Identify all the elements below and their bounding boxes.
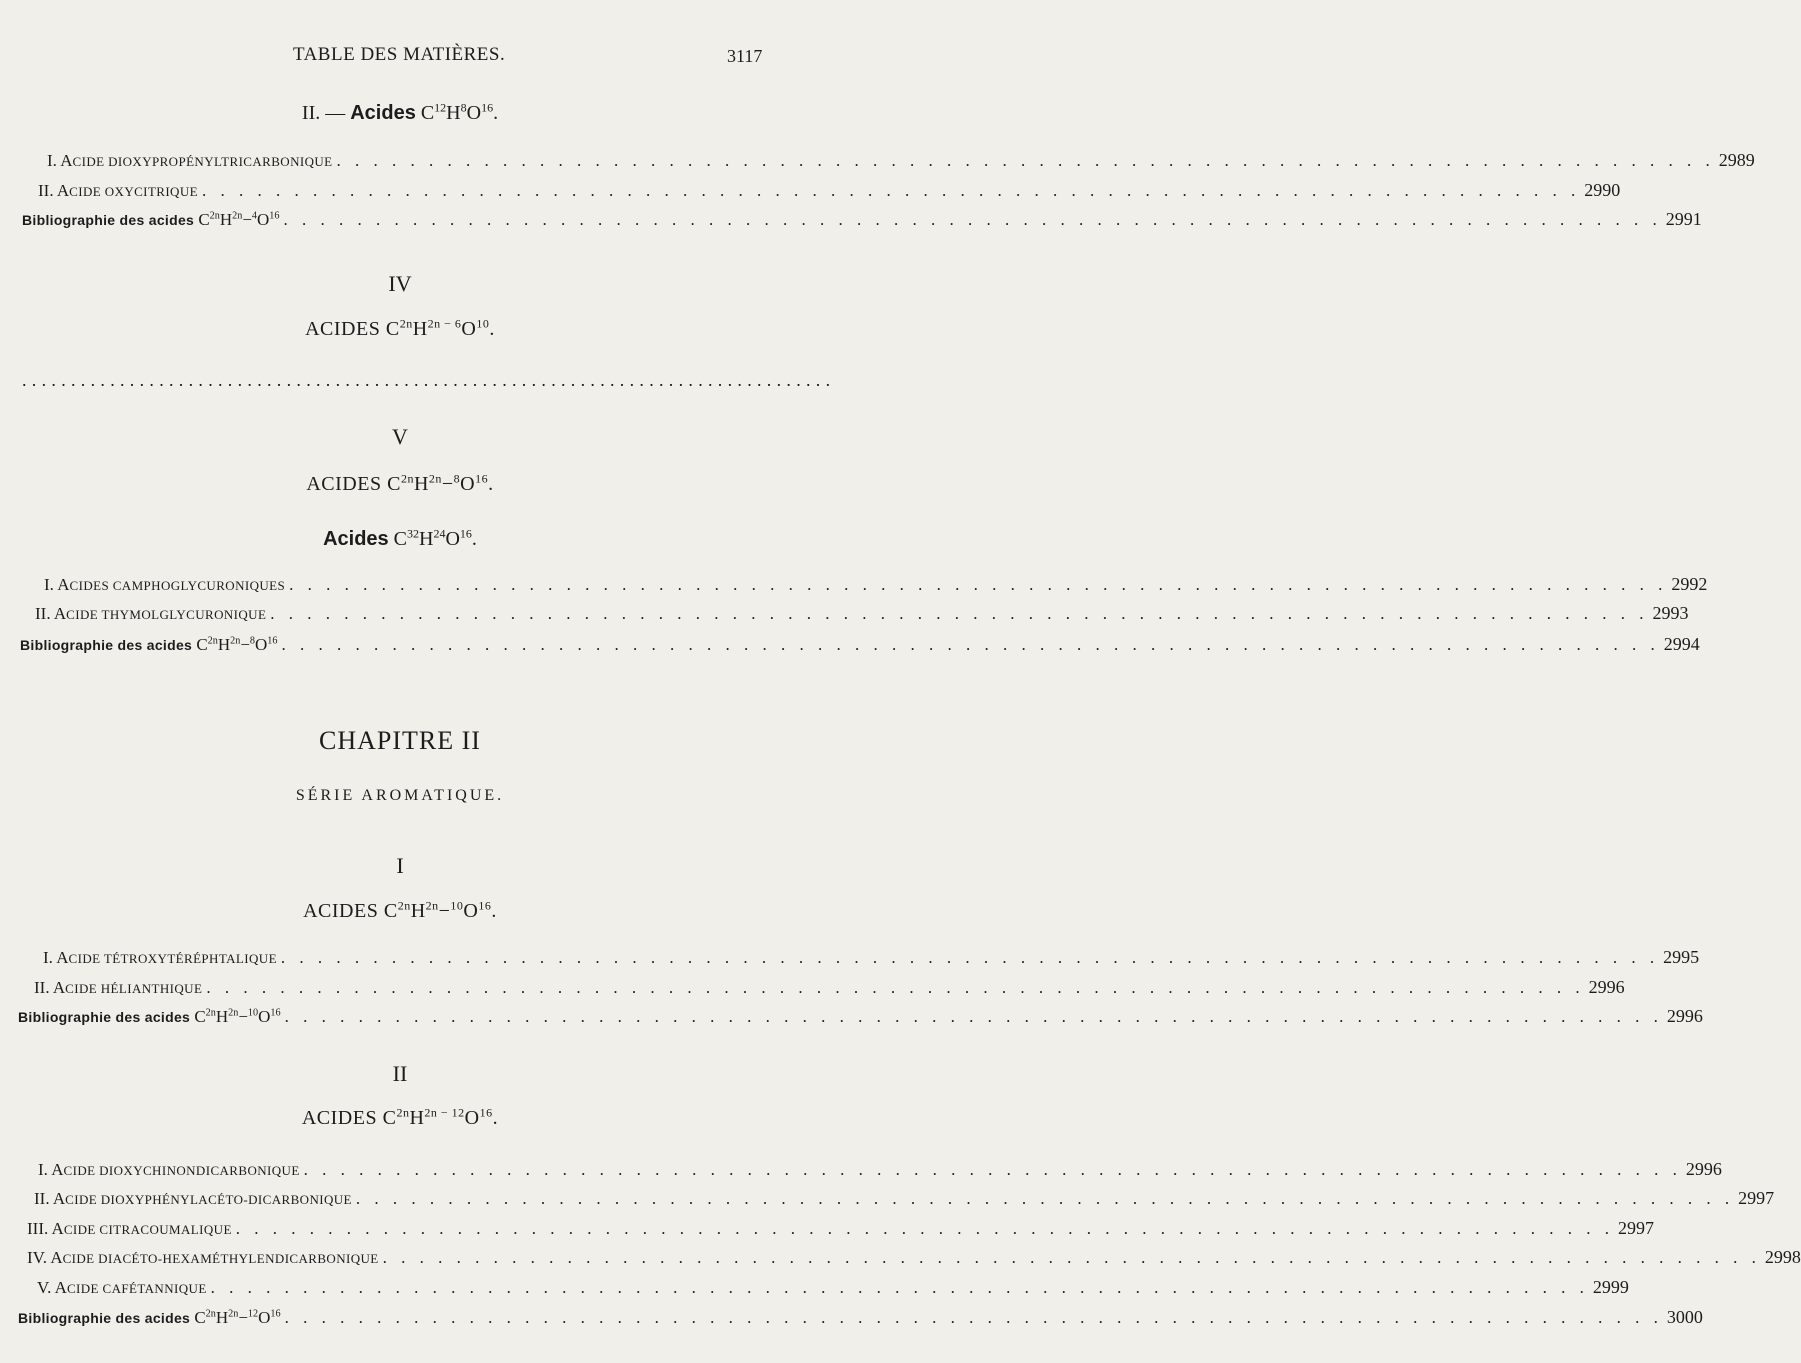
toc-page-ref: 2989 <box>1718 150 1755 170</box>
section-number: V <box>392 424 408 449</box>
leader-dots: . . . . . . . . . . . . . . . . . . . . . . . . . . . . . . . . . . . . . . . . . . . . . . . . . . . . . . . . . . . . . . . . . . . . . . . . . . . <box>303 1160 1682 1179</box>
leader-dots: . . . . . . . . . . . . . . . . . . . . . . . . . . . . . . . . . . . . . . . . . . . . . . . . . . . . . . . . . . . . . . . . . . . . . . . . . . . <box>284 1308 1663 1327</box>
leader-dots: . . . . . . . . . . . . . . . . . . . . . . . . . . . . . . . . . . . . . . . . . . . . . . . . . . . . . . . . . . . . . . . . . . . . . . . . . . . <box>382 1248 1761 1267</box>
chapter-subtitle: SÉRIE AROMATIQUE. <box>295 787 505 804</box>
leader-dots: . . . . . . . . . . . . . . . . . . . . . . . . . . . . . . . . . . . . . . . . . . . . . . . . . . . . . . . . . . . . . . . . . . . . . . . . . . . <box>201 181 1581 200</box>
toc-entry: II. ACIDE THYMOLGLYCURONIQUE . . . . . . . . . . . . . . . . . . . . . . . . . . . . . . . . . . . . . . . . . . . . . . . . . . . . . . . . . . . . . . . . . . . . . . . . . . . 2993 <box>35 603 1689 623</box>
toc-entry: III. ACIDE CITRACOUMALIQUE . . . . . . . . . . . . . . . . . . . . . . . . . . . . . . . . . . . . . . . . . . . . . . . . . . . . . . . . . . . . . . . . . . . . . . . . . . . 2997 <box>27 1218 1655 1238</box>
page-number: 3117 <box>727 46 763 66</box>
empty-section-dots: ................................................................................... <box>22 370 836 390</box>
leader-dots: . . . . . . . . . . . . . . . . . . . . . . . . . . . . . . . . . . . . . . . . . . . . . . . . . . . . . . . . . . . . . . . . . . . . . . . . . . . <box>270 604 1649 623</box>
toc-page-ref: 2995 <box>1663 947 1700 967</box>
leader-dots: . . . . . . . . . . . . . . . . . . . . . . . . . . . . . . . . . . . . . . . . . . . . . . . . . . . . . . . . . . . . . . . . . . . . . . . . . . . <box>355 1189 1735 1208</box>
section-heading-acides-c12: II. — Acides $C^{12}H^8O^{16}$. <box>301 100 499 124</box>
toc-page-ref: 2999 <box>1592 1277 1629 1297</box>
toc-page-ref: 3000 <box>1666 1307 1703 1327</box>
running-header: TABLE DES MATIÈRES. <box>293 44 506 65</box>
toc-entry: II. ACIDE OXYCITRIQUE . . . . . . . . . . . . . . . . . . . . . . . . . . . . . . . . . . . . . . . . . . . . . . . . . . . . . . . . . . . . . . . . . . . . . . . . . . . 2990 <box>38 180 1621 200</box>
toc-bibliography-entry: Bibliographie des acides $C^{2n}H^{2n}-^{12}O^{16}$ . . . . . . . . . . . . . . . . . . . . . . . . . . . . . . . . . . . . . . . . . . . . . . . . . . . . . . . . . . . . . . . . . . . . . . . . . . . 3000 <box>18 1307 1703 1327</box>
section-number: IV <box>388 271 412 296</box>
sub-section-heading: Acides $C^{32}H^{24}O^{16}$. <box>323 526 477 550</box>
toc-entry: I. ACIDES CAMPHOGLYCURONIQUES . . . . . . . . . . . . . . . . . . . . . . . . . . . . . . . . . . . . . . . . . . . . . . . . . . . . . . . . . . . . . . . . . . . . . . . . . . . 2992 <box>44 574 1708 594</box>
toc-page-ref: 2991 <box>1665 209 1702 229</box>
toc-entry: I. ACIDE DIOXYPROPÉNYLTRICARBONIQUE . . . . . . . . . . . . . . . . . . . . . . . . . . . . . . . . . . . . . . . . . . . . . . . . . . . . . . . . . . . . . . . . . . . . . . . . . . . 2989 <box>47 150 1755 170</box>
section-heading: ACIDES $C^{2n}H^{2n}-^{10}O^{16}$. <box>303 898 497 922</box>
section-number: I <box>396 853 404 878</box>
toc-page-ref: 2997 <box>1618 1218 1655 1238</box>
leader-dots: . . . . . . . . . . . . . . . . . . . . . . . . . . . . . . . . . . . . . . . . . . . . . . . . . . . . . . . . . . . . . . . . . . . . . . . . . . . <box>281 635 1660 654</box>
section-heading: ACIDES $C^{2n}H^{2n}-^8O^{16}$. <box>306 471 494 495</box>
toc-page-ref: 2996 <box>1588 977 1625 997</box>
toc-page-ref: 2994 <box>1663 634 1700 654</box>
leader-dots: . . . . . . . . . . . . . . . . . . . . . . . . . . . . . . . . . . . . . . . . . . . . . . . . . . . . . . . . . . . . . . . . . . . . . . . . . . . <box>280 948 1660 967</box>
toc-entry: II. ACIDE HÉLIANTHIQUE . . . . . . . . . . . . . . . . . . . . . . . . . . . . . . . . . . . . . . . . . . . . . . . . . . . . . . . . . . . . . . . . . . . . . . . . . . . 2996 <box>34 977 1625 997</box>
chapter-title: CHAPITRE II <box>319 726 481 755</box>
toc-page-ref: 2998 <box>1764 1247 1801 1267</box>
toc-page-ref: 2990 <box>1584 180 1621 200</box>
toc-entry: I. ACIDE DIOXYCHINONDICARBONIQUE . . . . . . . . . . . . . . . . . . . . . . . . . . . . . . . . . . . . . . . . . . . . . . . . . . . . . . . . . . . . . . . . . . . . . . . . . . . 2996 <box>38 1159 1722 1179</box>
leader-dots: . . . . . . . . . . . . . . . . . . . . . . . . . . . . . . . . . . . . . . . . . . . . . . . . . . . . . . . . . . . . . . . . . . . . . . . . . . . <box>283 210 1662 229</box>
toc-entry: II. ACIDE DIOXYPHÉNYLACÉTO-DICARBONIQUE . . . . . . . . . . . . . . . . . . . . . . . . . . . . . . . . . . . . . . . . . . . . . . . . . . . . . . . . . . . . . . . . . . . . . . . . . . . 2997 <box>34 1188 1775 1208</box>
toc-entry: I. ACIDE TÉTROXYTÉRÉPHTALIQUE . . . . . . . . . . . . . . . . . . . . . . . . . . . . . . . . . . . . . . . . . . . . . . . . . . . . . . . . . . . . . . . . . . . . . . . . . . . 2995 <box>43 947 1700 967</box>
leader-dots: . . . . . . . . . . . . . . . . . . . . . . . . . . . . . . . . . . . . . . . . . . . . . . . . . . . . . . . . . . . . . . . . . . . . . . . . . . . <box>210 1278 1589 1297</box>
section-number: II <box>392 1061 408 1086</box>
leader-dots: . . . . . . . . . . . . . . . . . . . . . . . . . . . . . . . . . . . . . . . . . . . . . . . . . . . . . . . . . . . . . . . . . . . . . . . . . . . <box>289 575 1668 594</box>
section-heading: ACIDES $C^{2n}H^{2n - 6}O^{10}$. <box>305 316 495 340</box>
leader-dots: . . . . . . . . . . . . . . . . . . . . . . . . . . . . . . . . . . . . . . . . . . . . . . . . . . . . . . . . . . . . . . . . . . . . . . . . . . . <box>284 1007 1663 1026</box>
toc-page-ref: 2996 <box>1666 1006 1703 1026</box>
toc-bibliography-entry: Bibliographie des acides $C^{2n}H^{2n}-^8O^{16}$ . . . . . . . . . . . . . . . . . . . . . . . . . . . . . . . . . . . . . . . . . . . . . . . . . . . . . . . . . . . . . . . . . . . . . . . . . . . 2994 <box>20 634 1700 654</box>
toc-bibliography-entry: Bibliographie des acides $C^{2n}H^{2n}-^{10}O^{16}$ . . . . . . . . . . . . . . . . . . . . . . . . . . . . . . . . . . . . . . . . . . . . . . . . . . . . . . . . . . . . . . . . . . . . . . . . . . . 2996 <box>18 1006 1703 1026</box>
toc-page-ref: 2993 <box>1652 603 1689 623</box>
toc-entry: V. ACIDE CAFÉTANNIQUE . . . . . . . . . . . . . . . . . . . . . . . . . . . . . . . . . . . . . . . . . . . . . . . . . . . . . . . . . . . . . . . . . . . . . . . . . . . 2999 <box>37 1277 1629 1297</box>
toc-page-ref: 2997 <box>1738 1188 1775 1208</box>
leader-dots: . . . . . . . . . . . . . . . . . . . . . . . . . . . . . . . . . . . . . . . . . . . . . . . . . . . . . . . . . . . . . . . . . . . . . . . . . . . <box>206 978 1585 997</box>
toc-page-ref: 2992 <box>1671 574 1708 594</box>
toc-bibliography-entry: Bibliographie des acides $C^{2n}H^{2n}-^4O^{16}$ . . . . . . . . . . . . . . . . . . . . . . . . . . . . . . . . . . . . . . . . . . . . . . . . . . . . . . . . . . . . . . . . . . . . . . . . . . . 2991 <box>22 209 1702 229</box>
leader-dots: . . . . . . . . . . . . . . . . . . . . . . . . . . . . . . . . . . . . . . . . . . . . . . . . . . . . . . . . . . . . . . . . . . . . . . . . . . . <box>336 151 1715 170</box>
toc-entry: IV. ACIDE DIACÉTO-HEXAMÉTHYLENDICARBONIQUE . . . . . . . . . . . . . . . . . . . . . . . . . . . . . . . . . . . . . . . . . . . . . . . . . . . . . . . . . . . . . . . . . . . . . . . . . . . 2998 <box>27 1247 1801 1267</box>
section-heading: ACIDES $C^{2n}H^{2n - 12}O^{16}$. <box>301 1105 499 1129</box>
leader-dots: . . . . . . . . . . . . . . . . . . . . . . . . . . . . . . . . . . . . . . . . . . . . . . . . . . . . . . . . . . . . . . . . . . . . . . . . . . . <box>235 1219 1615 1238</box>
toc-page-ref: 2996 <box>1685 1159 1722 1179</box>
